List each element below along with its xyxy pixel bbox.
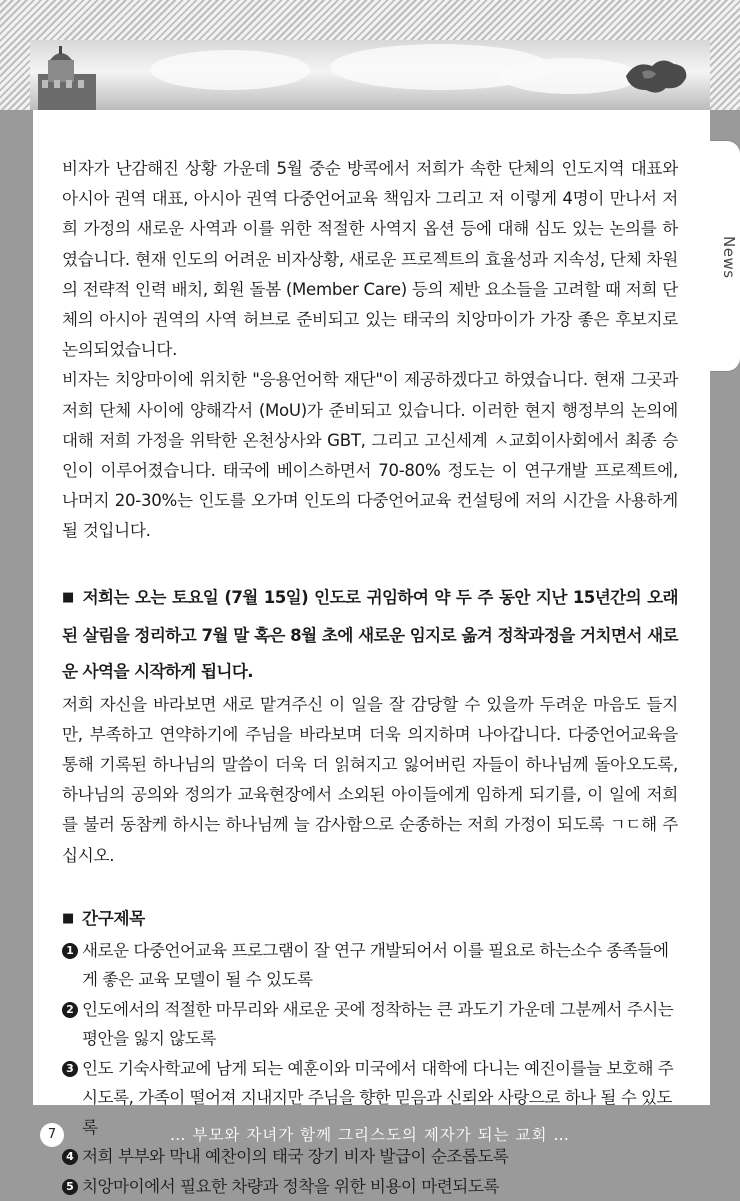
highlight-text: 저희는 오는 토요일 (7월 15일) 인도로 귀임하여 약 두 주 동안 지난 15년간의 오래된 살림을 정리하고 7월 말 혹은 8월 초에 새로운 임지로 옮겨 정착과정을 거치면서 새로운 사역을 시작하게 됩니다. [62,587,678,681]
number-circle-icon: 5 [62,1179,78,1195]
square-bullet-icon: ■ [62,589,75,605]
square-bullet-icon: ■ [62,910,74,926]
list-item-text: 인도에서의 적절한 마무리와 새로운 곳에 정착하는 큰 과도기 가운데 그분께서 주시는 평안을 잃지 않도록 [82,999,674,1049]
list-item [62,995,678,1054]
paragraph: 비자는 치앙마이에 위치한 "응용언어학 재단"이 제공하겠다고 하였습니다. 현재 그곳과 저희 단체 사이에 양해각서 (MoU)가 준비되고 있습니다. 이러한 현지 행정부의 논의에 대해 저희 가정을 위탁한 온천상사와 GBT, 그리고 고신세계 ㅅ교회이사회에서 최종 승인이 이루어졌습니다. 태국에 베이스하면서 70-80% 정도는 이 연구개발 프로젝트에, 나머지 20-30%는 인도를 오가며 인도의 다중언어교육 컨설팅에 저의 시간을 사용하게 될 것입니다. [62,370,678,541]
cloud-decoration [150,50,310,90]
number-circle-icon: 4 [62,1149,78,1165]
header-banner [30,40,710,110]
section-tab-label: News [720,236,738,279]
list-item-text: 인도 기숙사학교에 남게 되는 예훈이와 미국에서 대학에 다니는 예진이를늘 보호해 주시도록, 가족이 떨어져 지내지만 주님을 향한 믿음과 신뢰와 사랑으로 하나 될 수 있도록 [82,1058,674,1137]
number-circle-icon: 1 [62,943,78,959]
section-tab [710,140,740,372]
list-item-text: 치앙마이에서 필요한 차량과 정착을 위한 비용이 마련되도록 [82,1176,499,1196]
paragraph: 비자가 난감해진 상황 가운데 5월 중순 방콕에서 저희가 속한 단체의 인도지역 대표와 아시아 권역 대표, 아시아 권역 다중언어교육 책임자 그리고 저 이렇게 4명이 만나서 저희 가정의 새로운 사역과 이를 위한 적절한 사역지 옵션 등에 대해 심도 있는 논의를 하였습니다. 현재 인도의 어려운 비자상황, 새로운 프로젝트의 효율성과 지속성, 단체 차원의 전략적 인력 배치, 회원 돌봄 (Member Care) 등의 제반 요소들을 고려할 때 저희 단체의 아시아 권역의 사역 허브로 준비되고 있는 태국의 치앙마이가 가장 좋은 후보지로 논의되었습니다. [62,159,678,360]
reflection-paragraph: 저희 자신을 바라보면 새로 맡겨주신 이 일을 잘 감당할 수 있을까 두려운 마음도 들지만, 부족하고 연약하기에 주님을 바라보며 더욱 의지하며 나아갑니다. 다중언어교육을 통해 기록된 하나님의 말씀이 더욱 더 읽혀지고 잃어버린 자들이 하나님께 돌아오도록, 하나님의 공의와 정의가 교육현장에서 소외된 아이들에게 임하게 되기를, 이 일에 저희를 불러 동참케 하시는 하나님께 늘 감사함으로 순종하는 저희 가정이 되도록 ㄱㄷ해 주십시오. [62,694,678,865]
footer-motto: … 부모와 자녀가 함께 그리스도의 제자가 되는 교회 … [170,1126,570,1144]
number-circle-icon: 3 [62,1061,78,1077]
page-number: 7 [40,1123,64,1147]
prayer-title: 간구제목 [81,908,145,928]
prayer-heading [62,904,678,936]
cloud-decoration [500,58,640,94]
building-tower-image [38,46,96,110]
globe-map-image [622,54,692,98]
list-item-text: 새로운 다중언어교육 프로그램이 잘 연구 개발되어서 이를 필요로 하는소수 종족들에게 좋은 교육 모델이 될 수 있도록 [82,940,669,990]
highlight-paragraph [62,580,678,690]
number-circle-icon: 2 [62,1002,78,1018]
list-item-text: 저희 부부와 막내 예찬이의 태국 장기 비자 발급이 순조롭도록 [82,1147,509,1167]
article-body [62,154,678,1201]
list-item [62,1172,678,1201]
list-item [62,936,678,995]
